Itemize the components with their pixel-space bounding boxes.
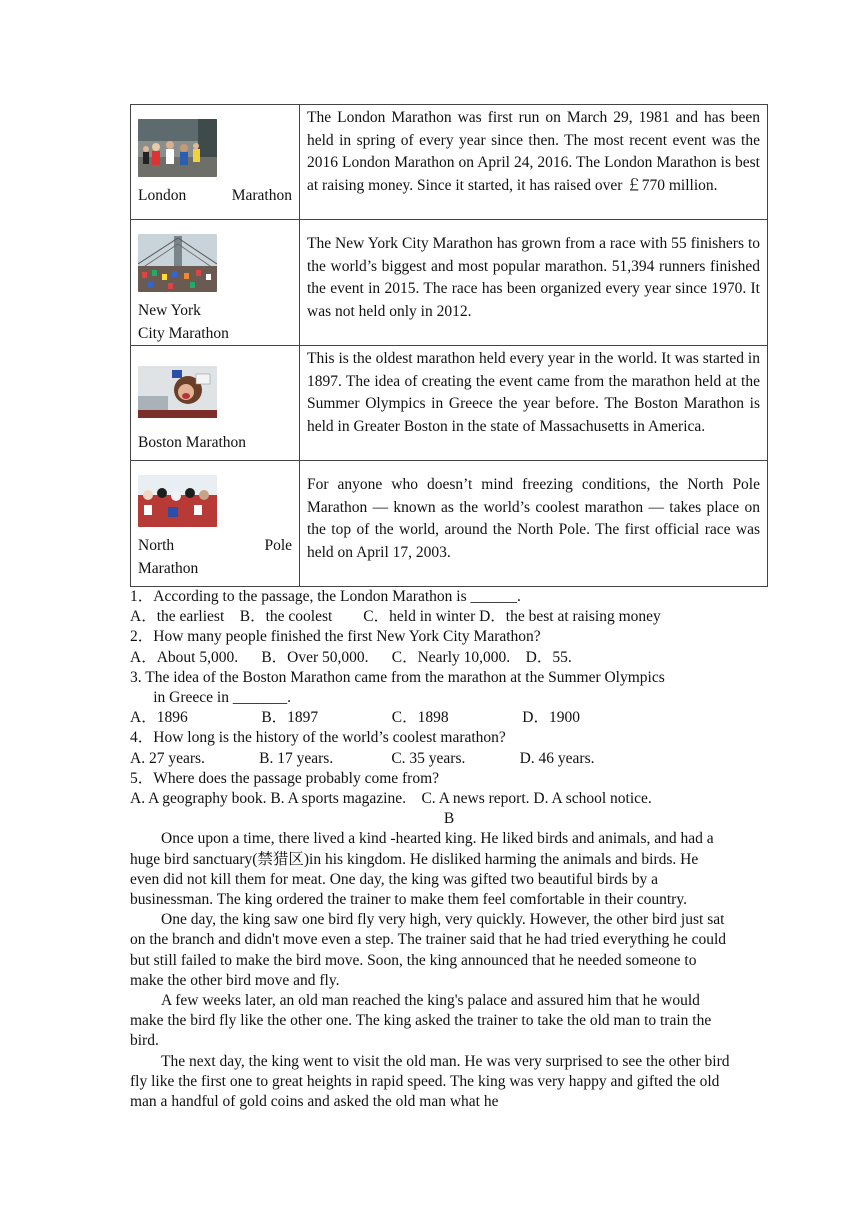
marathon-name-cell xyxy=(131,346,300,461)
question-line: 1．According to the passage, the London Marathon is ______. xyxy=(130,588,521,605)
table-row-new-york xyxy=(131,220,768,346)
crowd-red-jackets-photo xyxy=(138,475,217,527)
question-line: in Greece in _______. xyxy=(130,689,291,707)
passage xyxy=(130,829,730,1112)
marathon-name-cell xyxy=(131,461,300,587)
passage-paragraph: The next day, the king went to visit the old man. He was very surprised to see the other bird fly like the first one to great heights in rapid speed. The king was very happy and gifted the old man a handful of gold coins and asked the old man what he xyxy=(130,1052,730,1111)
marathon-name: London Marathon xyxy=(138,187,292,204)
cheering-fan-photo xyxy=(138,366,217,424)
marathon-name-cell xyxy=(131,220,300,346)
option-line: A. 27 years. B. 17 years. C. 35 years. D. 46 years. xyxy=(130,749,595,767)
option-line: A．1896 B．1897 C．1898 D．1900 xyxy=(130,709,580,727)
document-page xyxy=(130,104,768,1112)
option-line: A. A geography book. B. A sports magazine. C. A news report. D. A school notice. xyxy=(130,790,652,808)
marathon-description: This is the oldest marathon held every year in the world. It was started in 1897. The idea of creating the event came from the marathon held at the Summer Olympics in Greece the year before. The Boston Marathon is held in Greater Boston in the state of Massachusetts in America. xyxy=(300,346,768,461)
bridge-crowd-photo xyxy=(138,234,217,292)
marathon-name-line: New York xyxy=(138,302,201,319)
table-row-london xyxy=(131,105,768,220)
option-line: A．the earliest B．the coolest C．held in winter D．the best at raising money xyxy=(130,608,661,626)
question-line: 3. The idea of the Boston Marathon came from the marathon at the Summer Olympics xyxy=(130,668,665,686)
questions-block xyxy=(130,587,768,809)
section-label: B xyxy=(443,810,455,828)
marathon-description: The London Marathon was first run on March 29, 1981 and has been held in spring of every year since then. The most recent event was the 2016 London Marathon on April 24, 2016. The London Marathon is best at raising money. Since it started, it has raised over ￡770 million. xyxy=(300,105,768,220)
table-row-boston xyxy=(131,346,768,461)
passage-paragraph: Once upon a time, there lived a kind -hearted king. He liked birds and animals, and had a huge bird sanctuary(禁猎区)in his kingdom. He disliked harming the animals and birds. He even did not kill them for meat. One day, the king was gifted two beautiful birds by a businessman. The king ordered the trainer to make them feel comfortable in their country. xyxy=(130,830,714,909)
marathon-name-line: City Marathon xyxy=(138,324,229,342)
marathon-table xyxy=(130,104,768,587)
marathon-name-line: Marathon xyxy=(138,559,199,577)
marathon-name-line: North Pole xyxy=(138,537,292,554)
marathon-name: Boston Marathon xyxy=(138,434,247,451)
question-line: 2．How many people finished the first New York City Marathon? xyxy=(130,628,541,646)
marathon-description: For anyone who doesn’t mind freezing conditions, the North Pole Marathon — known as the world’s coolest marathon — takes place on the top of the world, around the North Pole. The first official race was held on April 17, 2003. xyxy=(300,461,768,587)
passage-paragraph: A few weeks later, an old man reached the king's palace and assured him that he would make the bird fly like the other one. The king asked the trainer to take the old man to train the bird. xyxy=(130,992,712,1050)
marathon-name-cell xyxy=(131,105,300,220)
runners-street-photo xyxy=(138,119,217,177)
option-line: A．About 5,000. B．Over 50,000. C．Nearly 10,000. D．55. xyxy=(130,648,572,666)
question-line: 5．Where does the passage probably come from? xyxy=(130,769,440,787)
question-line: 4．How long is the history of the world’s coolest marathon? xyxy=(130,729,506,747)
marathon-description: The New York City Marathon has grown from a race with 55 finishers to the world’s biggest and most popular marathon. 51,394 runners finished the event in 2015. The race has been organized every year since 1970. It was not held only in 2012. xyxy=(300,220,768,346)
table-row-north-pole xyxy=(131,461,768,587)
passage-paragraph: One day, the king saw one bird fly very high, very quickly. However, the other bird just sat on the branch and didn't move even a step. The trainer said that he had tried everything he could but still failed to make the bird move. Soon, the king announced that he needed someone to make the other bird move and fly. xyxy=(130,911,727,989)
